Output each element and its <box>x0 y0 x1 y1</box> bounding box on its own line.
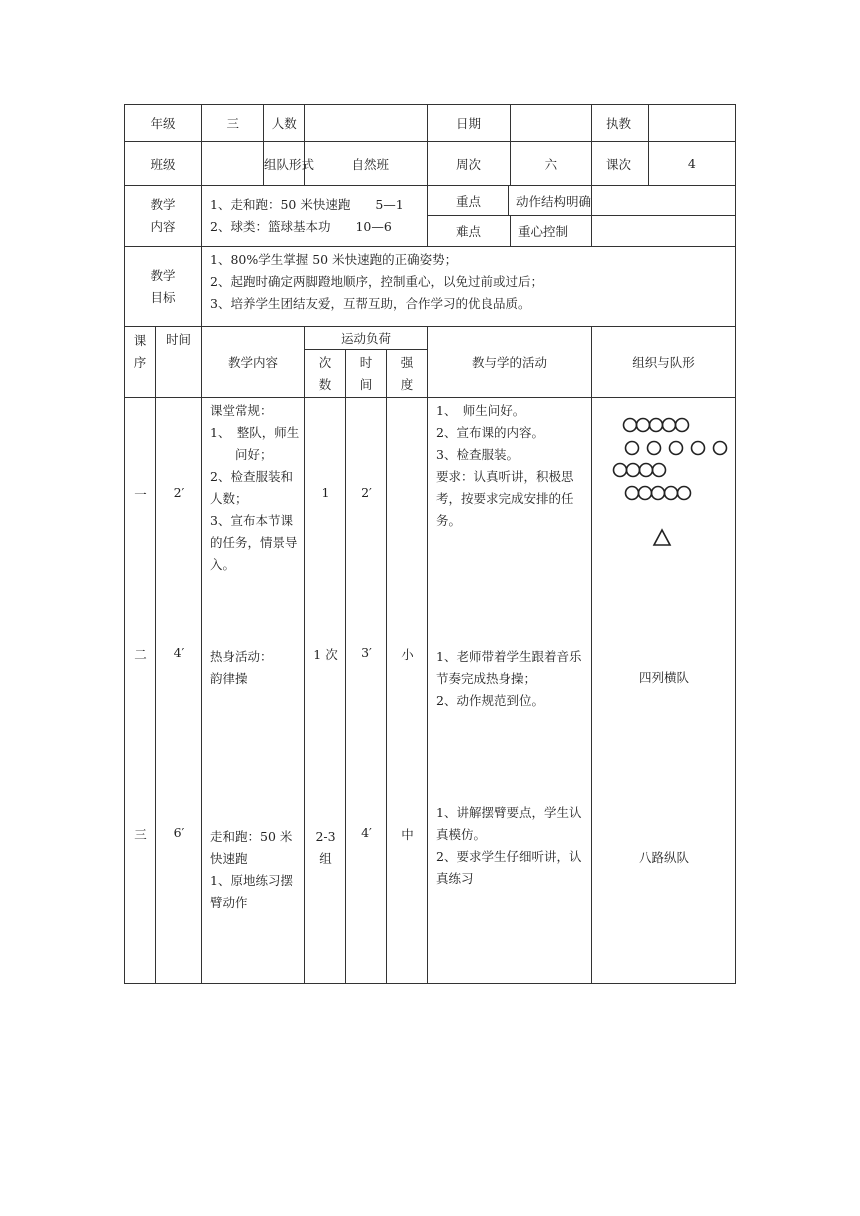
teacher-label: 执教 <box>606 116 632 131</box>
body-time-col <box>156 398 202 984</box>
group-label: 组队形式 <box>264 156 315 172</box>
row2-duration: 3′ <box>361 645 372 660</box>
circle-student-icon <box>614 464 627 477</box>
col-duration: 时 间 <box>346 350 387 398</box>
row3-intensity: 中 <box>401 827 414 842</box>
col-load: 运动负荷 <box>305 327 428 350</box>
row2-times: 1 次 <box>313 647 338 662</box>
col-time: 时间 <box>156 327 202 398</box>
row1-times: 1 <box>321 485 330 500</box>
key-cell <box>428 186 592 216</box>
content-label: 教学 内容 <box>125 186 202 247</box>
count-value <box>305 105 428 142</box>
circle-student-icon <box>627 464 640 477</box>
class-label: 班级 <box>125 142 202 186</box>
goals-label: 教学 目标 <box>125 247 202 327</box>
circle-student-icon <box>650 419 663 432</box>
circle-student-icon <box>692 442 705 455</box>
lesson-body-row <box>125 398 736 984</box>
teacher-cell <box>592 105 736 142</box>
circle-student-icon <box>637 419 650 432</box>
key-label: 重点 <box>456 193 482 209</box>
row2-order: 二 <box>134 647 147 662</box>
difficulty-label: 难点 <box>456 224 482 239</box>
grade-value: 三 <box>226 116 239 131</box>
row2-organization: 四列横队 <box>639 670 690 685</box>
header-row-2 <box>125 142 736 186</box>
circle-student-icon <box>639 487 652 500</box>
body-organization-col <box>592 398 736 984</box>
body-times-col <box>305 398 346 984</box>
grade-count-cell <box>202 105 305 142</box>
circle-student-icon <box>670 442 683 455</box>
row1-duration: 2′ <box>361 485 372 500</box>
group-value: 自然班 <box>305 142 428 186</box>
goals-row <box>125 247 736 327</box>
week-label: 周次 <box>456 156 482 172</box>
row3-activity: 1、讲解摆臂要点，学生认 真模仿。 2、要求学生仔细听讲，认 真练习 <box>436 805 582 886</box>
key-value: 动作结构明确 <box>516 193 592 209</box>
grade-label: 年级 <box>125 105 202 142</box>
difficulty-value-extension <box>592 216 736 247</box>
week-cell <box>428 142 592 186</box>
body-intensity-col <box>387 398 428 984</box>
row2-intensity: 小 <box>401 647 414 662</box>
col-order: 课 序 <box>125 327 156 398</box>
circle-student-icon <box>652 487 665 500</box>
lesson-label: 课次 <box>606 156 632 172</box>
row1-content: 课堂常规： 1、 整队，师生 问好； 2、检查服装和 人数； 3、宣布本节课 的任务，情景导 入。 <box>210 403 300 572</box>
body-content-col <box>202 398 305 984</box>
row1-time: 2′ <box>173 485 185 500</box>
date-label: 日期 <box>456 116 482 131</box>
row3-duration: 4′ <box>361 825 372 840</box>
circle-student-icon <box>648 442 661 455</box>
lesson-cell <box>592 142 736 186</box>
col-content: 教学内容 <box>202 327 305 398</box>
row3-organization: 八路纵队 <box>639 850 690 865</box>
circle-student-icon <box>640 464 653 477</box>
week-value: 六 <box>544 156 558 172</box>
col-times: 次 数 <box>305 350 346 398</box>
difficulty-value: 重心控制 <box>518 224 569 239</box>
triangle-teacher-icon <box>654 530 670 545</box>
body-duration-col <box>346 398 387 984</box>
circle-student-icon <box>626 487 639 500</box>
content-items: 1、走和跑：50 米快速跑 5—1 2、球类：篮球基本功 10—6 <box>202 186 428 247</box>
key-value-extension <box>592 186 736 216</box>
circle-student-icon <box>714 442 727 455</box>
row2-content: 热身活动： 韵律操 <box>210 649 273 686</box>
lesson-value: 4 <box>687 156 696 171</box>
col-intensity: 强 度 <box>387 350 428 398</box>
row1-order: 一 <box>134 487 147 502</box>
class-group-cell <box>202 142 315 186</box>
row3-order: 三 <box>134 827 147 842</box>
row3-time: 6′ <box>173 825 185 840</box>
col-activity: 教与学的活动 <box>428 327 592 398</box>
row2-time: 4′ <box>173 645 185 660</box>
lesson-plan-table <box>124 104 736 984</box>
formation-svg <box>592 413 736 563</box>
header-row-1 <box>125 105 736 142</box>
circle-student-icon <box>678 487 691 500</box>
circle-student-icon <box>653 464 666 477</box>
row2-activity: 1、老师带着学生跟着音乐 节奏完成热身操； 2、动作规范到位。 <box>436 649 582 708</box>
body-activity-col <box>428 398 592 984</box>
date-cell <box>428 105 592 142</box>
row3-times: 2-3 组 <box>315 829 336 866</box>
column-header-row-1 <box>125 327 736 350</box>
circle-student-icon <box>663 419 676 432</box>
circle-student-icon <box>665 487 678 500</box>
content-row <box>125 186 736 216</box>
difficulty-cell <box>428 216 592 247</box>
count-label: 人数 <box>271 116 297 131</box>
formation-diagram <box>592 413 736 563</box>
row1-activity: 1、 师生问好。 2、宣布课的内容。 3、检查服装。 要求：认真听讲，积极思 考，按要求完成安排的任 务。 <box>436 403 574 528</box>
row3-content: 走和跑：50 米 快速跑 1、原地练习摆 臂动作 <box>210 829 293 910</box>
circle-student-icon <box>626 442 639 455</box>
body-order-col <box>125 398 156 984</box>
col-organization: 组织与队形 <box>592 327 736 398</box>
goals-items: 1、80%学生掌握 50 米快速跑的正确姿势； 2、起跑时确定两脚蹬地顺序，控制重心，以免过前或过后； 3、培养学生团结友爱，互帮互助，合作学习的优良品质。 <box>202 247 736 327</box>
circle-student-icon <box>624 419 637 432</box>
circle-student-icon <box>676 419 689 432</box>
